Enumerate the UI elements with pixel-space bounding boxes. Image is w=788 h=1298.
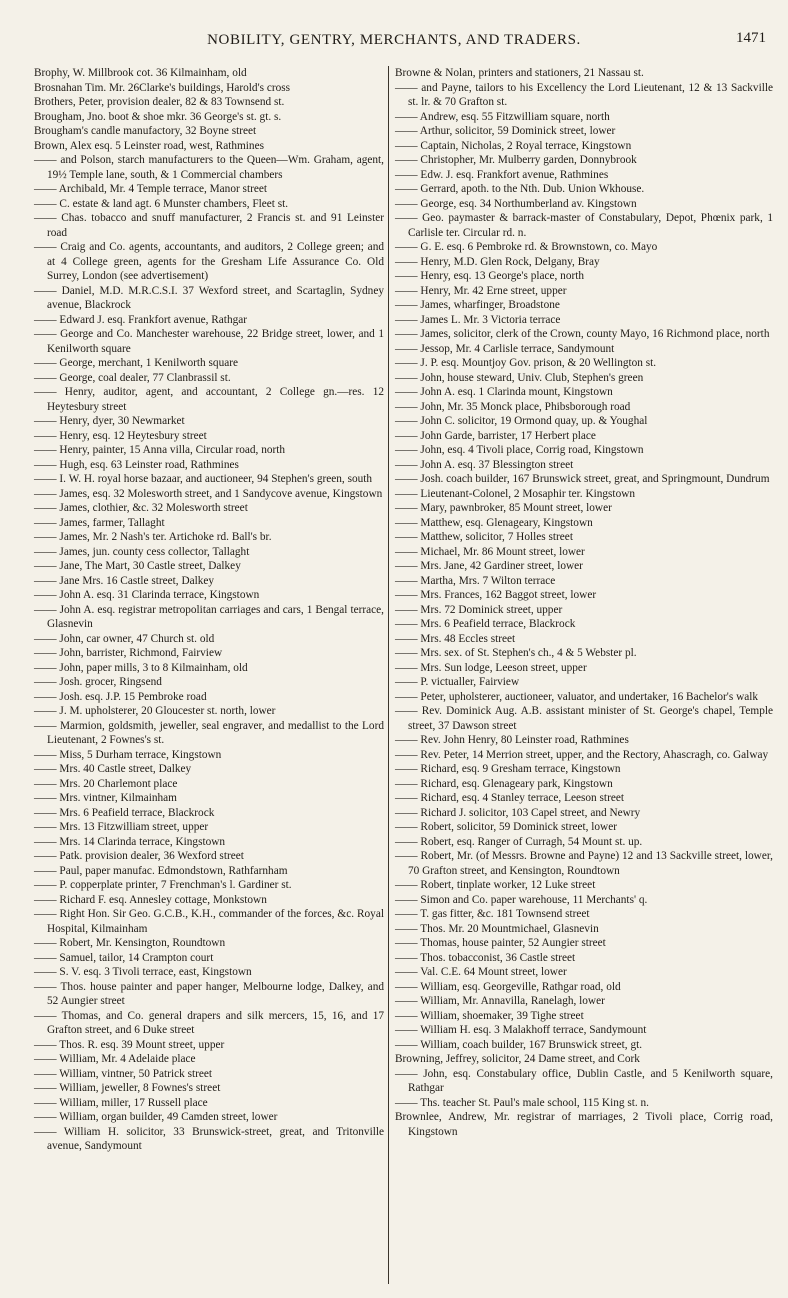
left-column bbox=[34, 66, 384, 1154]
directory-entry: —— John A. esq. registrar metropolitan carriages and cars, 1 Bengal terrace, Glasnevin bbox=[34, 603, 384, 630]
directory-entry: —— William, miller, 17 Russell place bbox=[34, 1096, 208, 1109]
directory-entry: —— Gerrard, apoth. to the Nth. Dub. Union Wkhouse. bbox=[395, 183, 645, 195]
directory-entry: —— and Polson, starch manufacturers to the Queen—Wm. Graham, agent, 19½ Temple lane, south, & 1 Commercial chambers bbox=[34, 154, 384, 181]
directory-entry: —— Edward J. esq. Frankfort avenue, Rathgar bbox=[34, 313, 248, 326]
directory-entry: —— Josh. coach builder, 167 Brunswick street, great, and Springmount, Dundrum bbox=[395, 473, 770, 485]
directory-entry: —— Jessop, Mr. 4 Carlisle terrace, Sandymount bbox=[395, 342, 615, 355]
directory-entry: —— William, coach builder, 167 Brunswick street, gt. bbox=[395, 1038, 643, 1051]
directory-entry: —— Josh. grocer, Ringsend bbox=[34, 676, 162, 688]
directory-entry: —— Henry, M.D. Glen Rock, Delgany, Bray bbox=[395, 255, 600, 268]
directory-entry: —— James L. Mr. 3 Victoria terrace bbox=[395, 313, 561, 326]
directory-entry: —— Samuel, tailor, 14 Crampton court bbox=[34, 951, 214, 964]
directory-entry: —— Captain, Nicholas, 2 Royal terrace, Kingstown bbox=[395, 139, 632, 152]
directory-entry: —— Peter, upholsterer, auctioneer, valuator, and undertaker, 16 Bachelor's walk bbox=[395, 690, 759, 703]
directory-entry: —— Martha, Mrs. 7 Wilton terrace bbox=[395, 574, 556, 587]
directory-entry: —— Robert, Mr. (of Messrs. Browne and Payne) 12 and 13 Sackville street, lower, 70 Grafton street, and Kensington, Roundtown bbox=[395, 850, 773, 877]
directory-entry: —— Thos. house painter and paper hanger, Melbourne lodge, Dalkey, and 52 Aungier street bbox=[34, 980, 384, 1007]
directory-entry: —— Jane, The Mart, 30 Castle street, Dalkey bbox=[34, 560, 241, 572]
directory-entry: —— Mary, pawnbroker, 85 Mount street, lower bbox=[395, 502, 612, 514]
directory-entry: —— William H. esq. 3 Malakhoff terrace, Sandymount bbox=[395, 1024, 647, 1036]
directory-entry: —— Mrs. 14 Clarinda terrace, Kingstown bbox=[34, 835, 226, 848]
directory-entry: —— Right Hon. Sir Geo. G.C.B., K.H., commander of the forces, &c. Royal Hospital, Kilmainham bbox=[34, 908, 384, 935]
directory-entry: —— Mrs. Jane, 42 Gardiner street, lower bbox=[395, 560, 583, 572]
directory-entry: —— Chas. tobacco and snuff manufacturer, 2 Francis st. and 91 Leinster road bbox=[34, 212, 384, 239]
directory-entry: —— William, organ builder, 49 Camden street, lower bbox=[34, 1111, 278, 1123]
directory-entry: —— William, Mr. Annavilla, Ranelagh, lower bbox=[395, 995, 605, 1007]
directory-entry: —— Simon and Co. paper warehouse, 11 Merchants' q. bbox=[395, 893, 648, 906]
directory-entry: —— Henry, esq. 12 Heytesbury street bbox=[34, 429, 207, 442]
directory-entry: —— J. P. esq. Mountjoy Gov. prison, & 20 Wellington st. bbox=[395, 357, 657, 369]
directory-entry: —— William, jeweller, 8 Fownes's street bbox=[34, 1082, 221, 1094]
directory-entry: —— Mrs. 13 Fitzwilliam street, upper bbox=[34, 821, 209, 833]
directory-entry: —— P. victualler, Fairview bbox=[395, 676, 520, 688]
directory-entry: —— Edw. J. esq. Frankfort avenue, Rathmines bbox=[395, 168, 609, 181]
directory-entry: —— John A. esq. 31 Clarinda terrace, Kingstown bbox=[34, 589, 260, 601]
directory-entry: Brownlee, Andrew, Mr. registrar of marriages, 2 Tivoli place, Corrig road, Kingstown bbox=[395, 1111, 773, 1138]
directory-entry: —— John, Mr. 35 Monck place, Phibsborough road bbox=[395, 400, 631, 413]
directory-entry: —— J. M. upholsterer, 20 Gloucester st. north, lower bbox=[34, 705, 276, 717]
column-divider bbox=[388, 66, 389, 1284]
directory-entry: —— Henry, Mr. 42 Erne street, upper bbox=[395, 284, 567, 297]
directory-entry: —— George and Co. Manchester warehouse, 22 Bridge street, lower, and 1 Kenilworth square bbox=[34, 328, 384, 355]
directory-entry: —— Thos. R. esq. 39 Mount street, upper bbox=[34, 1038, 225, 1051]
directory-entry: —— John, esq. Constabulary office, Dublin Castle, and 5 Kenilworth square, Rathgar bbox=[395, 1067, 773, 1094]
directory-entry: —— C. estate & land agt. 6 Munster chambers, Fleet st. bbox=[34, 197, 289, 210]
directory-entry: —— P. copperplate printer, 7 Frenchman's l. Gardiner st. bbox=[34, 879, 292, 891]
directory-entry: —— Thomas, house painter, 52 Aungier street bbox=[395, 937, 606, 949]
directory-entry: Brothers, Peter, provision dealer, 82 & 83 Townsend st. bbox=[34, 96, 285, 108]
directory-entry: —— Mrs. 6 Peafield terrace, Blackrock bbox=[34, 806, 215, 819]
directory-entry: —— James, solicitor, clerk of the Crown, county Mayo, 16 Richmond place, north bbox=[395, 328, 770, 340]
directory-entry: —— Robert, solicitor, 59 Dominick street, lower bbox=[395, 821, 617, 833]
directory-entry: —— John C. solicitor, 19 Ormond quay, up. & Youghal bbox=[395, 415, 648, 427]
directory-entry: —— William, shoemaker, 39 Tighe street bbox=[395, 1009, 584, 1022]
directory-entry: —— James, farmer, Tallaght bbox=[34, 516, 165, 529]
directory-entry: —— Michael, Mr. 86 Mount street, lower bbox=[395, 545, 585, 558]
directory-entry: —— Lieutenant-Colonel, 2 Mosaphir ter. Kingstown bbox=[395, 487, 636, 500]
directory-entry: —— Matthew, esq. Glenageary, Kingstown bbox=[395, 516, 593, 529]
directory-entry: —— Henry, auditor, agent, and accountant, 2 College gn.—res. 12 Heytesbury street bbox=[34, 386, 384, 413]
directory-entry: —— Val. C.E. 64 Mount street, lower bbox=[395, 966, 567, 978]
directory-entry: —— and Payne, tailors to his Excellency the Lord Lieutenant, 12 & 13 Sackville st. lr. & 70 Grafton st. bbox=[395, 81, 773, 108]
directory-entry: —— G. E. esq. 6 Pembroke rd. & Brownstown, co. Mayo bbox=[395, 241, 658, 253]
directory-entry: —— John, house steward, Univ. Club, Stephen's green bbox=[395, 371, 644, 384]
directory-entry: —— John, paper mills, 3 to 8 Kilmainham, old bbox=[34, 661, 248, 674]
directory-entry: —— Patk. provision dealer, 36 Wexford street bbox=[34, 850, 244, 862]
directory-entry: —— Robert, tinplate worker, 12 Luke street bbox=[395, 879, 596, 891]
directory-entry: —— Thomas, and Co. general drapers and silk mercers, 15, 16, and 17 Grafton street, and 6 Duke street bbox=[34, 1009, 384, 1036]
directory-entry: —— Hugh, esq. 63 Leinster road, Rathmines bbox=[34, 458, 239, 471]
directory-entry: —— T. gas fitter, &c. 181 Townsend street bbox=[395, 908, 590, 920]
directory-entry: —— Richard J. solicitor, 103 Capel street, and Newry bbox=[395, 806, 641, 819]
directory-entry: —— John A. esq. 1 Clarinda mount, Kingstown bbox=[395, 386, 613, 398]
directory-entry: —— Mrs. Frances, 162 Baggot street, lower bbox=[395, 589, 597, 601]
directory-entry: —— Thos. Mr. 20 Mountmichael, Glasnevin bbox=[395, 922, 599, 935]
directory-entry: —— Miss, 5 Durham terrace, Kingstown bbox=[34, 748, 222, 761]
directory-entry: Brophy, W. Millbrook cot. 36 Kilmainham, old bbox=[34, 67, 247, 79]
directory-entry: —— Henry, esq. 13 George's place, north bbox=[395, 270, 585, 282]
directory-entry: —— William, vintner, 50 Patrick street bbox=[34, 1067, 213, 1080]
directory-entry: —— James, jun. county cess collector, Tallaght bbox=[34, 545, 250, 558]
directory-entry: —— Andrew, esq. 55 Fitzwilliam square, north bbox=[395, 110, 610, 123]
directory-entry: —— George, coal dealer, 77 Clanbrassil st. bbox=[34, 371, 231, 384]
right-column bbox=[395, 66, 773, 1139]
directory-entry: —— James, Mr. 2 Nash's ter. Artichoke rd. Ball's br. bbox=[34, 531, 272, 543]
directory-entry: —— Craig and Co. agents, accountants, and auditors, 2 College green; and at 4 College green, agents for the Gresham Life Assurance Co. Old Surrey, London (see advertisement) bbox=[34, 241, 384, 282]
directory-entry: —— Daniel, M.D. M.R.C.S.I. 37 Wexford street, and Scartaglin, Sydney avenue, Blackrock bbox=[34, 284, 384, 311]
directory-entry: —— Mrs. 6 Peafield terrace, Blackrock bbox=[395, 618, 576, 630]
directory-entry: —— Thos. tobacconist, 36 Castle street bbox=[395, 951, 576, 964]
directory-entry: —— James, wharfinger, Broadstone bbox=[395, 299, 560, 311]
directory-entry: —— S. V. esq. 3 Tivoli terrace, east, Kingstown bbox=[34, 966, 252, 978]
directory-entry: —— Geo. paymaster & barrack-master of Constabulary, Depot, Phœnix park, 1 Carlisle ter. Circular rd. n. bbox=[395, 212, 773, 239]
directory-entry: —— Mrs. 20 Charlemont place bbox=[34, 777, 178, 790]
directory-entry: Browning, Jeffrey, solicitor, 24 Dame street, and Cork bbox=[395, 1053, 640, 1065]
directory-entry: —— Mrs. 40 Castle street, Dalkey bbox=[34, 763, 192, 775]
running-title: NOBILITY, GENTRY, MERCHANTS, AND TRADERS. bbox=[207, 32, 581, 48]
directory-entry: Brougham, Jno. boot & shoe mkr. 36 George's st. gt. s. bbox=[34, 110, 282, 123]
directory-entry: —— James, clothier, &c. 32 Molesworth street bbox=[34, 502, 248, 514]
directory-entry: —— George, esq. 34 Northumberland av. Kingstown bbox=[395, 197, 637, 210]
directory-entry: Brosnahan Tim. Mr. 26Clarke's buildings, Harold's cross bbox=[34, 81, 291, 94]
page-header bbox=[0, 28, 788, 52]
directory-entry: Browne & Nolan, printers and stationers, 21 Nassau st. bbox=[395, 67, 644, 79]
directory-entry: —— Mrs. vintner, Kilmainham bbox=[34, 792, 177, 804]
directory-entry: —— Rev. Dominick Aug. A.B. assistant minister of St. George's chapel, Temple street, 37 Dawson street bbox=[395, 705, 773, 732]
directory-entry: —— Mrs. 48 Eccles street bbox=[395, 632, 516, 645]
directory-entry: —— Mrs. 72 Dominick street, upper bbox=[395, 603, 563, 616]
directory-entry: —— John, esq. 4 Tivoli place, Corrig road, Kingstown bbox=[395, 444, 644, 456]
directory-entry: —— John, barrister, Richmond, Fairview bbox=[34, 647, 223, 659]
directory-entry: —— John A. esq. 37 Blessington street bbox=[395, 458, 574, 471]
directory-entry: Brown, Alex esq. 5 Leinster road, west, Rathmines bbox=[34, 139, 264, 152]
directory-entry: —— James, esq. 32 Molesworth street, and 1 Sandycove avenue, Kingstown bbox=[34, 487, 383, 500]
directory-entry: —— Jane Mrs. 16 Castle street, Dalkey bbox=[34, 574, 215, 587]
directory-entry: —— Archibald, Mr. 4 Temple terrace, Manor street bbox=[34, 183, 268, 195]
directory-entry: —— Robert, Mr. Kensington, Roundtown bbox=[34, 937, 226, 949]
directory-entry: —— Rev. John Henry, 80 Leinster road, Rathmines bbox=[395, 734, 629, 746]
directory-entry: —— William, esq. Georgeville, Rathgar road, old bbox=[395, 980, 621, 993]
directory-entry: —— Matthew, solicitor, 7 Holles street bbox=[395, 531, 573, 543]
directory-entry: —— Henry, dyer, 30 Newmarket bbox=[34, 415, 185, 427]
directory-entry: —— Mrs. sex. of St. Stephen's ch., 4 & 5 Webster pl. bbox=[395, 647, 637, 659]
directory-entry: —— John Garde, barrister, 17 Herbert place bbox=[395, 429, 596, 442]
directory-entry: —— Robert, esq. Ranger of Curragh, 54 Mount st. up. bbox=[395, 835, 643, 848]
directory-entry: —— Josh. esq. J.P. 15 Pembroke road bbox=[34, 690, 207, 703]
page-number: 1471 bbox=[736, 30, 766, 46]
directory-entry: —— Christopher, Mr. Mulberry garden, Donnybrook bbox=[395, 154, 637, 166]
directory-entry: —— Rev. Peter, 14 Merrion street, upper, and the Rectory, Ahascragh, co. Galway bbox=[395, 748, 769, 761]
directory-entry: —— Richard F. esq. Annesley cottage, Monkstown bbox=[34, 893, 267, 906]
directory-entry: —— Ths. teacher St. Paul's male school, 115 King st. n. bbox=[395, 1096, 649, 1109]
directory-entry: —— Richard, esq. 4 Stanley terrace, Leeson street bbox=[395, 792, 624, 804]
directory-entry: Brougham's candle manufactory, 32 Boyne street bbox=[34, 125, 257, 137]
directory-entry: —— Richard, esq. Glenageary park, Kingstown bbox=[395, 777, 613, 790]
directory-entry: —— Henry, painter, 15 Anna villa, Circular road, north bbox=[34, 444, 286, 456]
directory-entry: —— George, merchant, 1 Kenilworth square bbox=[34, 357, 239, 369]
directory-entry: —— I. W. H. royal horse bazaar, and auctioneer, 94 Stephen's green, south bbox=[34, 473, 373, 485]
directory-entry: —— William H. solicitor, 33 Brunswick-street, great, and Tritonville avenue, Sandymount bbox=[34, 1125, 384, 1152]
directory-entry: —— Marmion, goldsmith, jeweller, seal engraver, and medallist to the Lord Lieutenant, 2 Fownes's st. bbox=[34, 719, 384, 746]
directory-entry: —— John, car owner, 47 Church st. old bbox=[34, 632, 215, 645]
directory-entry: —— William, Mr. 4 Adelaide place bbox=[34, 1053, 196, 1065]
directory-entry: —— Richard, esq. 9 Gresham terrace, Kingstown bbox=[395, 763, 621, 775]
directory-entry: —— Mrs. Sun lodge, Leeson street, upper bbox=[395, 661, 587, 674]
directory-entry: —— Arthur, solicitor, 59 Dominick street, lower bbox=[395, 125, 616, 137]
directory-entry: —— Paul, paper manufac. Edmondstown, Rathfarnham bbox=[34, 864, 288, 877]
